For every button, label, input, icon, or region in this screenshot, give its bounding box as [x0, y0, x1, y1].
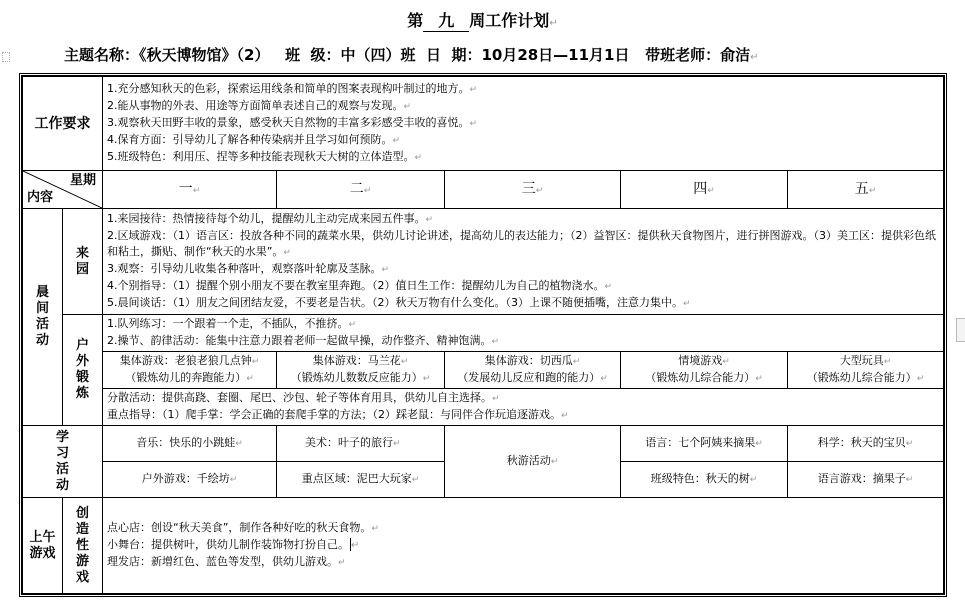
group-game-title[interactable]: 大型玩具 ↵	[792, 353, 939, 370]
game-item[interactable]	[107, 537, 939, 554]
group-game-thu[interactable]	[621, 352, 788, 389]
learning-fri-1[interactable]: 科学：秋天的宝贝 ↵	[788, 426, 944, 462]
group-game-fri[interactable]	[788, 352, 944, 389]
weekly-plan-table	[22, 76, 944, 594]
game-item[interactable]: 点心店：创设“秋天美食”，制作各种好吃的秋天食物。 ↵	[107, 520, 939, 537]
title-suffix: 周工作计划	[469, 11, 550, 30]
group-game-title[interactable]: 集体游戏：老狼老狼几点钟 ↵	[107, 353, 272, 370]
paragraph-mark-icon: ↵	[351, 540, 360, 551]
learning-fri-2[interactable]: 语言游戏：摘果子 ↵	[788, 462, 944, 498]
learning-thu-2[interactable]: 班级特色：秋天的树 ↵	[621, 462, 788, 498]
day-header-mon[interactable]: 一 ↵	[103, 171, 277, 209]
paragraph-mark-icon: ↵	[750, 52, 759, 63]
learning-label-text: 学习活动	[55, 429, 69, 493]
page-title	[0, 8, 965, 32]
learning-mon-2[interactable]: 户外游戏：千绘坊 ↵	[103, 462, 277, 498]
learning-thu-1[interactable]: 语言：七个阿姨来摘果 ↵	[621, 426, 788, 462]
work-requirements-content[interactable]	[103, 77, 944, 171]
game-item[interactable]: 理发店：新增红色、蓝色等发型，供幼儿游戏。 ↵	[107, 554, 939, 571]
game-item-text[interactable]: 小舞台：提供树叶，供幼儿制作装饰物打扮自己。	[107, 538, 349, 551]
learning-tue-1[interactable]: 美术：叶子的旅行 ↵	[277, 426, 445, 462]
outdoor-free-content[interactable]	[103, 389, 944, 426]
learning-mon-1[interactable]: 音乐：快乐的小跳蛙 ↵	[103, 426, 277, 462]
outdoor-routine-content[interactable]	[103, 315, 944, 352]
group-game-note[interactable]: （发展幼儿反应和跑的能力） ↵	[449, 370, 616, 387]
am-games-label[interactable]: 上午游戏	[23, 498, 63, 594]
group-game-note[interactable]: （锻炼幼儿数数反应能力） ↵	[281, 370, 440, 387]
arrival-content[interactable]	[103, 209, 944, 315]
group-game-note[interactable]: （锻炼幼儿的奔跑能力） ↵	[107, 370, 272, 387]
morning-activities-label[interactable]	[23, 209, 63, 426]
arrival-item[interactable]: 2.区域游戏：（1）语言区：投放各种不同的蔬菜水果，供幼儿讨论讲述，提高幼儿的表达能力；（2）益智区：提供秋天食物图片，进行拼图游戏。（3）美工区：提供彩色纸和粘土，撕贴、制作“秋天的水果”。 ↵	[107, 228, 939, 261]
title-prefix: 第	[407, 11, 424, 30]
learning-activities-label[interactable]	[23, 426, 103, 498]
group-game-note[interactable]: （锻炼幼儿综合能力） ↵	[625, 370, 783, 387]
learning-wed[interactable]: 秋游活动 ↵	[445, 426, 621, 498]
day-content-corner[interactable]	[23, 171, 103, 209]
arrival-item[interactable]: 4.个别指导：（1）提醒个别小朋友不要在教室里奔跑。（2）值日生工作：提醒幼儿为自己的植物浇水。 ↵	[107, 278, 939, 295]
key-guidance[interactable]: 重点指导：（1）爬手掌：学会正确的套爬手掌的方法；（2）踩老鼠：与同伴合作玩追逐游戏。 ↵	[107, 407, 939, 424]
week-number[interactable]: 九	[423, 8, 469, 32]
corner-label-content: 内容	[27, 190, 54, 205]
margin-tab-icon[interactable]	[956, 318, 965, 342]
learning-tue-2[interactable]: 重点区域：泥巴大玩家 ↵	[277, 462, 445, 498]
requirement-item[interactable]: 3.观察秋天田野丰收的景象，感受秋天自然物的丰富多彩感受丰收的喜悦。 ↵	[107, 115, 939, 132]
requirement-item[interactable]: 2.能从事物的外表、用途等方面简单表述自己的观察与发现。 ↵	[107, 98, 939, 115]
paragraph-mark-icon: ↵	[549, 18, 558, 29]
arrival-item[interactable]: 5.晨间谈话：（1）朋友之间团结友爱，不要老是告状。（2）秋天万物有什么变化。（3）上课不随便插嘴，注意力集中。 ↵	[107, 295, 939, 312]
arrival-item[interactable]: 3.观察：引导幼儿收集各种落叶，观察落叶轮廓及茎脉。 ↵	[107, 261, 939, 278]
arrival-label[interactable]	[63, 209, 103, 315]
dispersed-activity[interactable]: 分散活动：提供高跷、套圈、尾巴、沙包、轮子等体育用具，供幼儿自主选择。 ↵	[107, 390, 939, 407]
group-game-tue[interactable]	[277, 352, 445, 389]
day-header-fri[interactable]: 五 ↵	[788, 171, 944, 209]
day-header-wed[interactable]: 三 ↵	[445, 171, 621, 209]
arrival-item[interactable]: 1.来园接待：热情接待每个幼儿，提醒幼儿主动完成来园五件事。 ↵	[107, 211, 939, 228]
day-header-thu[interactable]: 四 ↵	[621, 171, 788, 209]
group-game-mon[interactable]	[103, 352, 277, 389]
outdoor-exercise-label[interactable]	[63, 315, 103, 426]
requirement-item[interactable]: 1.充分感知秋天的色彩，探索运用线条和简单的图案表现构叶制过的地方。 ↵	[107, 81, 939, 98]
outdoor-label-text: 户外锻炼	[75, 338, 89, 401]
outdoor-item[interactable]: 1.队列练习：一个跟着一个走，不插队，不推挤。 ↵	[107, 316, 939, 333]
work-requirements-label[interactable]: 工作要求	[23, 77, 103, 171]
requirement-item[interactable]: 5.班级特色：利用压、捏等多种技能表现秋天大树的立体造型。 ↵	[107, 149, 939, 166]
group-game-title[interactable]: 情境游戏 ↵	[625, 353, 783, 370]
group-game-note[interactable]: （锻炼幼儿综合能力） ↵	[792, 370, 939, 387]
group-game-wed[interactable]	[445, 352, 621, 389]
morning-label-text: 晨间活动	[35, 285, 49, 348]
table-move-handle-icon[interactable]	[2, 52, 10, 62]
creative-label-text: 创造性游戏	[75, 505, 89, 585]
am-games-content[interactable]	[103, 498, 944, 594]
requirement-item[interactable]: 4.保育方面：引导幼儿了解各种传染病并且学习如何预防。 ↵	[107, 132, 939, 149]
group-game-title[interactable]: 集体游戏：切西瓜 ↵	[449, 353, 616, 370]
outdoor-item[interactable]: 2.操节、韵律活动：能集中注意力跟着老师一起做早操，动作整齐、精神饱满。 ↵	[107, 333, 939, 350]
group-game-title[interactable]: 集体游戏：马兰花 ↵	[281, 353, 440, 370]
arrival-label-text: 来园	[75, 245, 89, 277]
day-header-tue[interactable]: 二 ↵	[277, 171, 445, 209]
corner-label-weekday: 星期	[69, 173, 96, 188]
plan-subtitle	[64, 44, 759, 65]
subtitle-text[interactable]: 主题名称：《秋天博物馆》（2） 班 级：中（四）班 日 期：10月28日—11月1日 带班老师：俞洁	[64, 46, 751, 64]
creative-games-label[interactable]	[63, 498, 103, 594]
